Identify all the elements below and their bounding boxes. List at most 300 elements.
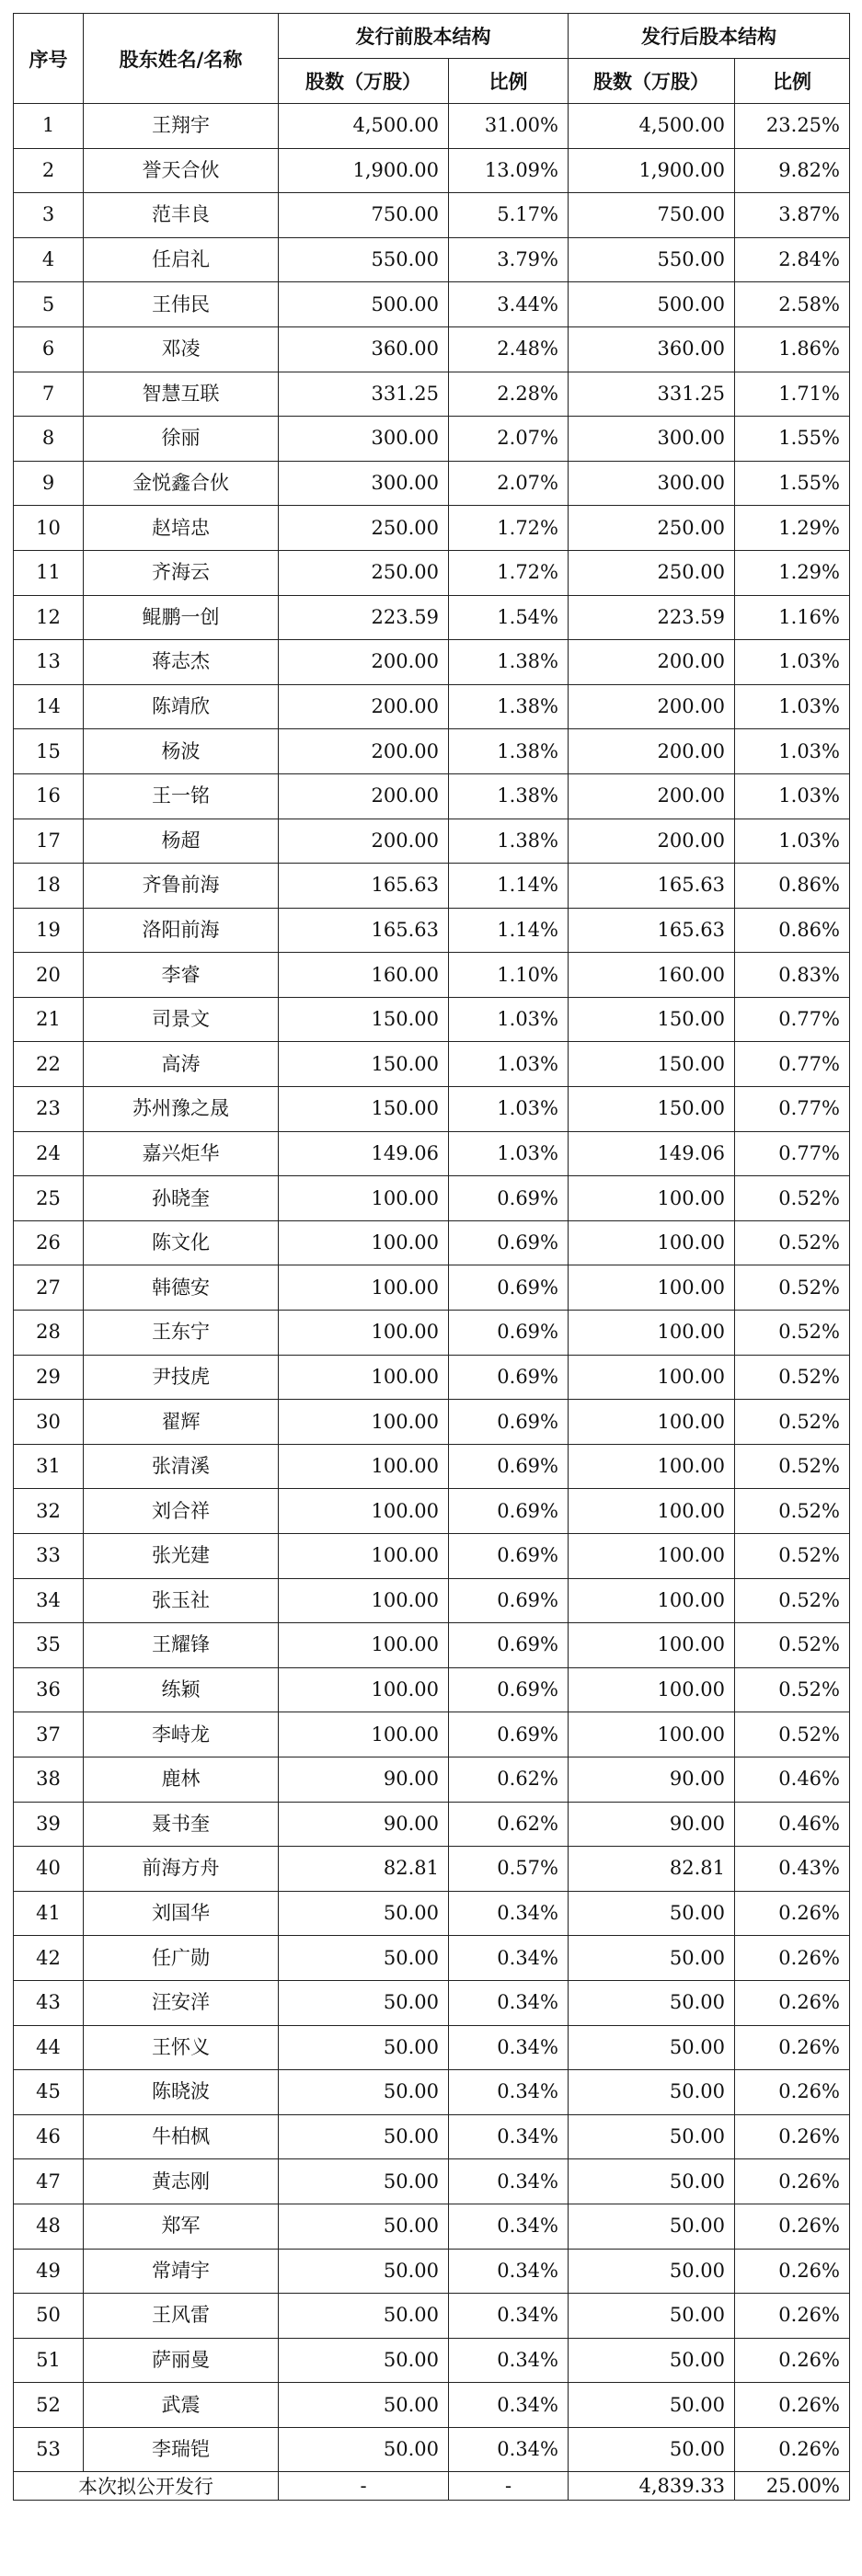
pre-issue-shares: 100.00	[279, 1667, 449, 1712]
table-row	[14, 372, 850, 417]
row-no: 19	[14, 908, 84, 953]
pre-issue-shares: 200.00	[279, 819, 449, 864]
post-issue-shares: 160.00	[569, 953, 735, 998]
header-name: 股东姓名/名称	[84, 14, 279, 104]
post-issue-shares: 4,500.00	[569, 104, 735, 149]
table-row	[14, 237, 850, 282]
post-issue-ratio: 0.26%	[735, 2249, 850, 2294]
table-row	[14, 2249, 850, 2294]
shareholder-name: 誉天合伙	[84, 148, 279, 193]
post-issue-shares: 50.00	[569, 2204, 735, 2249]
post-issue-shares: 100.00	[569, 1400, 735, 1445]
post-issue-shares: 90.00	[569, 1802, 735, 1847]
pre-issue-shares: 50.00	[279, 2025, 449, 2070]
row-no: 53	[14, 2427, 84, 2472]
shareholder-name: 齐海云	[84, 550, 279, 595]
post-issue-ratio: 1.55%	[735, 461, 850, 506]
table-row	[14, 2070, 850, 2115]
pre-issue-ratio: 0.62%	[449, 1802, 569, 1847]
row-no: 38	[14, 1757, 84, 1802]
pre-issue-ratio: 0.34%	[449, 2159, 569, 2204]
pre-issue-shares: 50.00	[279, 2383, 449, 2428]
table-row	[14, 506, 850, 551]
pre-issue-ratio: 0.34%	[449, 1891, 569, 1936]
post-issue-shares: 100.00	[569, 1176, 735, 1221]
table-row	[14, 2338, 850, 2383]
row-no: 42	[14, 1936, 84, 1981]
pre-issue-shares: 150.00	[279, 1087, 449, 1132]
pre-issue-ratio: 13.09%	[449, 148, 569, 193]
shareholder-name: 李睿	[84, 953, 279, 998]
post-issue-shares: 50.00	[569, 1891, 735, 1936]
row-no: 2	[14, 148, 84, 193]
pre-issue-ratio: 31.00%	[449, 104, 569, 149]
post-issue-shares: 50.00	[569, 2159, 735, 2204]
shareholder-name: 苏州豫之晟	[84, 1087, 279, 1132]
pre-issue-shares: 100.00	[279, 1176, 449, 1221]
post-issue-ratio: 2.58%	[735, 282, 850, 327]
shareholder-name: 赵培忠	[84, 506, 279, 551]
post-issue-shares: 200.00	[569, 684, 735, 729]
post-issue-shares: 50.00	[569, 2114, 735, 2159]
table-row	[14, 2383, 850, 2428]
row-no: 16	[14, 773, 84, 819]
shareholder-name: 鲲鹏一创	[84, 595, 279, 640]
pre-issue-shares: 200.00	[279, 684, 449, 729]
post-issue-shares: 331.25	[569, 372, 735, 417]
pre-issue-shares: 82.81	[279, 1847, 449, 1892]
post-issue-ratio: 0.52%	[735, 1265, 850, 1311]
pre-issue-shares: 50.00	[279, 2249, 449, 2294]
post-issue-shares: 100.00	[569, 1534, 735, 1579]
header-pre-ratio: 比例	[449, 59, 569, 104]
row-no: 15	[14, 729, 84, 774]
shareholder-name: 齐鲁前海	[84, 864, 279, 909]
post-issue-shares: 200.00	[569, 773, 735, 819]
pre-issue-ratio: 1.38%	[449, 773, 569, 819]
post-issue-ratio: 0.26%	[735, 2114, 850, 2159]
row-no: 50	[14, 2294, 84, 2339]
table-row	[14, 2427, 850, 2472]
post-issue-shares: 500.00	[569, 282, 735, 327]
shareholder-name: 陈靖欣	[84, 684, 279, 729]
pre-issue-shares: 300.00	[279, 461, 449, 506]
total-post-shares: 4,839.33	[569, 2472, 735, 2501]
post-issue-ratio: 1.29%	[735, 506, 850, 551]
row-no: 40	[14, 1847, 84, 1892]
post-issue-shares: 100.00	[569, 1667, 735, 1712]
shareholder-name: 蒋志杰	[84, 640, 279, 685]
pre-issue-ratio: 0.69%	[449, 1176, 569, 1221]
post-issue-shares: 100.00	[569, 1578, 735, 1623]
pre-issue-ratio: 1.03%	[449, 1042, 569, 1087]
table-body	[14, 104, 850, 2472]
pre-issue-shares: 100.00	[279, 1444, 449, 1489]
pre-issue-ratio: 3.44%	[449, 282, 569, 327]
post-issue-ratio: 2.84%	[735, 237, 850, 282]
shareholding-table	[13, 13, 850, 2501]
shareholder-name: 前海方舟	[84, 1847, 279, 1892]
table-row	[14, 595, 850, 640]
post-issue-ratio: 0.86%	[735, 908, 850, 953]
table-row	[14, 326, 850, 372]
post-issue-ratio: 0.52%	[735, 1578, 850, 1623]
pre-issue-shares: 90.00	[279, 1757, 449, 1802]
post-issue-ratio: 0.77%	[735, 1087, 850, 1132]
table-row	[14, 417, 850, 462]
post-issue-ratio: 0.26%	[735, 2427, 850, 2472]
post-issue-ratio: 0.77%	[735, 1042, 850, 1087]
row-no: 24	[14, 1131, 84, 1176]
row-no: 10	[14, 506, 84, 551]
post-issue-shares: 50.00	[569, 2427, 735, 2472]
pre-issue-shares: 50.00	[279, 2294, 449, 2339]
shareholder-name: 嘉兴炬华	[84, 1131, 279, 1176]
row-no: 1	[14, 104, 84, 149]
table-header	[14, 14, 850, 104]
post-issue-ratio: 0.26%	[735, 2204, 850, 2249]
table-row	[14, 1578, 850, 1623]
post-issue-ratio: 1.29%	[735, 550, 850, 595]
post-issue-ratio: 1.55%	[735, 417, 850, 462]
pre-issue-ratio: 2.07%	[449, 461, 569, 506]
post-issue-shares: 149.06	[569, 1131, 735, 1176]
post-issue-ratio: 1.16%	[735, 595, 850, 640]
pre-issue-shares: 50.00	[279, 2159, 449, 2204]
post-issue-ratio: 0.26%	[735, 2338, 850, 2383]
pre-issue-ratio: 0.57%	[449, 1847, 569, 1892]
pre-issue-shares: 360.00	[279, 326, 449, 372]
post-issue-ratio: 0.52%	[735, 1489, 850, 1534]
row-no: 35	[14, 1623, 84, 1668]
pre-issue-shares: 50.00	[279, 2114, 449, 2159]
post-issue-ratio: 0.26%	[735, 2159, 850, 2204]
post-issue-shares: 100.00	[569, 1623, 735, 1668]
row-no: 25	[14, 1176, 84, 1221]
post-issue-shares: 200.00	[569, 640, 735, 685]
shareholder-name: 郑军	[84, 2204, 279, 2249]
table-row	[14, 282, 850, 327]
post-issue-ratio: 23.25%	[735, 104, 850, 149]
post-issue-ratio: 0.52%	[735, 1311, 850, 1356]
row-no: 33	[14, 1534, 84, 1579]
shareholder-name: 张清溪	[84, 1444, 279, 1489]
pre-issue-ratio: 1.14%	[449, 908, 569, 953]
table-footer	[14, 2472, 850, 2501]
row-no: 9	[14, 461, 84, 506]
row-no: 23	[14, 1087, 84, 1132]
pre-issue-ratio: 0.34%	[449, 2427, 569, 2472]
shareholder-name: 练颖	[84, 1667, 279, 1712]
post-issue-ratio: 1.71%	[735, 372, 850, 417]
table-row	[14, 193, 850, 238]
row-no: 43	[14, 1980, 84, 2025]
pre-issue-ratio: 1.03%	[449, 997, 569, 1042]
pre-issue-shares: 50.00	[279, 1980, 449, 2025]
row-no: 48	[14, 2204, 84, 2249]
post-issue-ratio: 0.86%	[735, 864, 850, 909]
pre-issue-ratio: 0.69%	[449, 1534, 569, 1579]
post-issue-shares: 100.00	[569, 1355, 735, 1400]
shareholder-name: 鹿林	[84, 1757, 279, 1802]
post-issue-ratio: 3.87%	[735, 193, 850, 238]
post-issue-shares: 223.59	[569, 595, 735, 640]
pre-issue-shares: 300.00	[279, 417, 449, 462]
header-before-issue: 发行前股本结构	[279, 14, 569, 59]
pre-issue-shares: 100.00	[279, 1400, 449, 1445]
pre-issue-shares: 50.00	[279, 2427, 449, 2472]
table-row	[14, 729, 850, 774]
post-issue-ratio: 0.43%	[735, 1847, 850, 1892]
row-no: 18	[14, 864, 84, 909]
pre-issue-shares: 223.59	[279, 595, 449, 640]
post-issue-ratio: 0.52%	[735, 1444, 850, 1489]
pre-issue-shares: 100.00	[279, 1355, 449, 1400]
post-issue-shares: 200.00	[569, 819, 735, 864]
pre-issue-ratio: 2.48%	[449, 326, 569, 372]
pre-issue-ratio: 1.72%	[449, 506, 569, 551]
pre-issue-ratio: 1.14%	[449, 864, 569, 909]
shareholder-name: 高涛	[84, 1042, 279, 1087]
shareholder-name: 王一铭	[84, 773, 279, 819]
row-no: 22	[14, 1042, 84, 1087]
table-row	[14, 1087, 850, 1132]
post-issue-shares: 90.00	[569, 1757, 735, 1802]
post-issue-ratio: 0.52%	[735, 1667, 850, 1712]
post-issue-ratio: 0.26%	[735, 1891, 850, 1936]
shareholder-name: 牛柏枫	[84, 2114, 279, 2159]
row-no: 3	[14, 193, 84, 238]
post-issue-ratio: 0.52%	[735, 1712, 850, 1757]
row-no: 29	[14, 1355, 84, 1400]
table-row	[14, 1936, 850, 1981]
pre-issue-ratio: 1.03%	[449, 1087, 569, 1132]
pre-issue-shares: 165.63	[279, 864, 449, 909]
post-issue-ratio: 0.26%	[735, 2294, 850, 2339]
pre-issue-shares: 100.00	[279, 1712, 449, 1757]
post-issue-ratio: 0.77%	[735, 997, 850, 1042]
post-issue-shares: 100.00	[569, 1489, 735, 1534]
pre-issue-ratio: 0.69%	[449, 1578, 569, 1623]
shareholder-name: 李瑞铠	[84, 2427, 279, 2472]
shareholder-name: 任广勋	[84, 1936, 279, 1981]
shareholder-name: 王耀锋	[84, 1623, 279, 1668]
table-row	[14, 1534, 850, 1579]
table-row	[14, 2204, 850, 2249]
table-row	[14, 1891, 850, 1936]
pre-issue-shares: 200.00	[279, 773, 449, 819]
pre-issue-ratio: 0.69%	[449, 1311, 569, 1356]
pre-issue-ratio: 0.34%	[449, 2204, 569, 2249]
post-issue-ratio: 1.03%	[735, 640, 850, 685]
post-issue-shares: 100.00	[569, 1444, 735, 1489]
pre-issue-ratio: 0.69%	[449, 1623, 569, 1668]
post-issue-ratio: 9.82%	[735, 148, 850, 193]
table-row	[14, 1220, 850, 1265]
row-no: 51	[14, 2338, 84, 2383]
post-issue-shares: 150.00	[569, 1042, 735, 1087]
total-post-ratio: 25.00%	[735, 2472, 850, 2501]
row-no: 13	[14, 640, 84, 685]
pre-issue-ratio: 0.69%	[449, 1265, 569, 1311]
pre-issue-shares: 149.06	[279, 1131, 449, 1176]
post-issue-shares: 750.00	[569, 193, 735, 238]
row-no: 36	[14, 1667, 84, 1712]
shareholder-name: 智慧互联	[84, 372, 279, 417]
pre-issue-shares: 100.00	[279, 1489, 449, 1534]
header-no: 序号	[14, 14, 84, 104]
pre-issue-ratio: 1.54%	[449, 595, 569, 640]
post-issue-ratio: 1.03%	[735, 773, 850, 819]
post-issue-shares: 50.00	[569, 2338, 735, 2383]
header-after-issue: 发行后股本结构	[569, 14, 850, 59]
row-no: 6	[14, 326, 84, 372]
post-issue-shares: 100.00	[569, 1265, 735, 1311]
pre-issue-ratio: 0.69%	[449, 1355, 569, 1400]
pre-issue-shares: 100.00	[279, 1220, 449, 1265]
row-no: 39	[14, 1802, 84, 1847]
shareholder-name: 韩德安	[84, 1265, 279, 1311]
pre-issue-ratio: 2.28%	[449, 372, 569, 417]
post-issue-ratio: 0.77%	[735, 1131, 850, 1176]
row-no: 52	[14, 2383, 84, 2428]
pre-issue-ratio: 0.34%	[449, 1936, 569, 1981]
row-no: 14	[14, 684, 84, 729]
table-row	[14, 1311, 850, 1356]
table-row	[14, 2159, 850, 2204]
pre-issue-shares: 50.00	[279, 1891, 449, 1936]
pre-issue-shares: 50.00	[279, 1936, 449, 1981]
table-row	[14, 864, 850, 909]
total-pre-shares: -	[279, 2472, 449, 2501]
pre-issue-ratio: 2.07%	[449, 417, 569, 462]
post-issue-ratio: 1.86%	[735, 326, 850, 372]
post-issue-shares: 550.00	[569, 237, 735, 282]
table-row	[14, 1355, 850, 1400]
pre-issue-shares: 100.00	[279, 1311, 449, 1356]
row-no: 49	[14, 2249, 84, 2294]
shareholder-name: 司景文	[84, 997, 279, 1042]
post-issue-shares: 300.00	[569, 461, 735, 506]
post-issue-ratio: 0.26%	[735, 2025, 850, 2070]
table-row	[14, 819, 850, 864]
shareholder-name: 萨丽曼	[84, 2338, 279, 2383]
table-row	[14, 2114, 850, 2159]
row-no: 5	[14, 282, 84, 327]
shareholder-name: 王风雷	[84, 2294, 279, 2339]
pre-issue-ratio: 1.38%	[449, 729, 569, 774]
post-issue-shares: 100.00	[569, 1311, 735, 1356]
row-no: 21	[14, 997, 84, 1042]
shareholder-name: 刘合祥	[84, 1489, 279, 1534]
table-row	[14, 640, 850, 685]
pre-issue-ratio: 0.34%	[449, 2249, 569, 2294]
post-issue-ratio: 0.52%	[735, 1400, 850, 1445]
pre-issue-ratio: 0.69%	[449, 1400, 569, 1445]
post-issue-ratio: 0.52%	[735, 1176, 850, 1221]
pre-issue-shares: 150.00	[279, 1042, 449, 1087]
shareholder-name: 张光建	[84, 1534, 279, 1579]
table-row	[14, 1802, 850, 1847]
post-issue-shares: 50.00	[569, 2383, 735, 2428]
pre-issue-shares: 250.00	[279, 550, 449, 595]
header-pre-shares: 股数（万股）	[279, 59, 449, 104]
post-issue-shares: 250.00	[569, 506, 735, 551]
post-issue-shares: 50.00	[569, 2294, 735, 2339]
shareholder-name: 李峙龙	[84, 1712, 279, 1757]
pre-issue-shares: 4,500.00	[279, 104, 449, 149]
pre-issue-ratio: 0.69%	[449, 1220, 569, 1265]
post-issue-shares: 250.00	[569, 550, 735, 595]
shareholder-name: 翟辉	[84, 1400, 279, 1445]
shareholder-name: 王东宁	[84, 1311, 279, 1356]
pre-issue-shares: 150.00	[279, 997, 449, 1042]
pre-issue-ratio: 0.34%	[449, 2070, 569, 2115]
row-no: 7	[14, 372, 84, 417]
pre-issue-shares: 750.00	[279, 193, 449, 238]
shareholder-name: 杨波	[84, 729, 279, 774]
table-row	[14, 1712, 850, 1757]
pre-issue-shares: 100.00	[279, 1265, 449, 1311]
pre-issue-ratio: 0.34%	[449, 2338, 569, 2383]
row-no: 4	[14, 237, 84, 282]
post-issue-ratio: 1.03%	[735, 819, 850, 864]
pre-issue-ratio: 0.69%	[449, 1444, 569, 1489]
shareholder-name: 聂书奎	[84, 1802, 279, 1847]
pre-issue-ratio: 1.38%	[449, 684, 569, 729]
table-row	[14, 1623, 850, 1668]
post-issue-shares: 150.00	[569, 1087, 735, 1132]
shareholder-name: 金悦鑫合伙	[84, 461, 279, 506]
post-issue-shares: 50.00	[569, 2025, 735, 2070]
post-issue-ratio: 0.83%	[735, 953, 850, 998]
header-post-shares: 股数（万股）	[569, 59, 735, 104]
shareholder-name: 杨超	[84, 819, 279, 864]
pre-issue-shares: 160.00	[279, 953, 449, 998]
table-row	[14, 1444, 850, 1489]
pre-issue-ratio: 0.34%	[449, 2025, 569, 2070]
row-no: 32	[14, 1489, 84, 1534]
pre-issue-shares: 500.00	[279, 282, 449, 327]
post-issue-shares: 50.00	[569, 2070, 735, 2115]
row-no: 8	[14, 417, 84, 462]
pre-issue-ratio: 3.79%	[449, 237, 569, 282]
pre-issue-shares: 200.00	[279, 640, 449, 685]
shareholder-name: 孙晓奎	[84, 1176, 279, 1221]
post-issue-ratio: 0.52%	[735, 1220, 850, 1265]
post-issue-shares: 165.63	[569, 864, 735, 909]
table-row	[14, 953, 850, 998]
post-issue-shares: 360.00	[569, 326, 735, 372]
header-row-group	[14, 14, 850, 59]
shareholder-name: 王翔宇	[84, 104, 279, 149]
pre-issue-ratio: 0.34%	[449, 2383, 569, 2428]
row-no: 17	[14, 819, 84, 864]
shareholder-name: 范丰良	[84, 193, 279, 238]
row-no: 44	[14, 2025, 84, 2070]
pre-issue-shares: 50.00	[279, 2338, 449, 2383]
table-row	[14, 461, 850, 506]
pre-issue-ratio: 0.69%	[449, 1489, 569, 1534]
pre-issue-ratio: 0.62%	[449, 1757, 569, 1802]
shareholder-name: 武震	[84, 2383, 279, 2428]
shareholder-name: 任启礼	[84, 237, 279, 282]
row-no: 26	[14, 1220, 84, 1265]
row-no: 28	[14, 1311, 84, 1356]
table-row	[14, 1667, 850, 1712]
table-row	[14, 1757, 850, 1802]
post-issue-ratio: 0.52%	[735, 1355, 850, 1400]
